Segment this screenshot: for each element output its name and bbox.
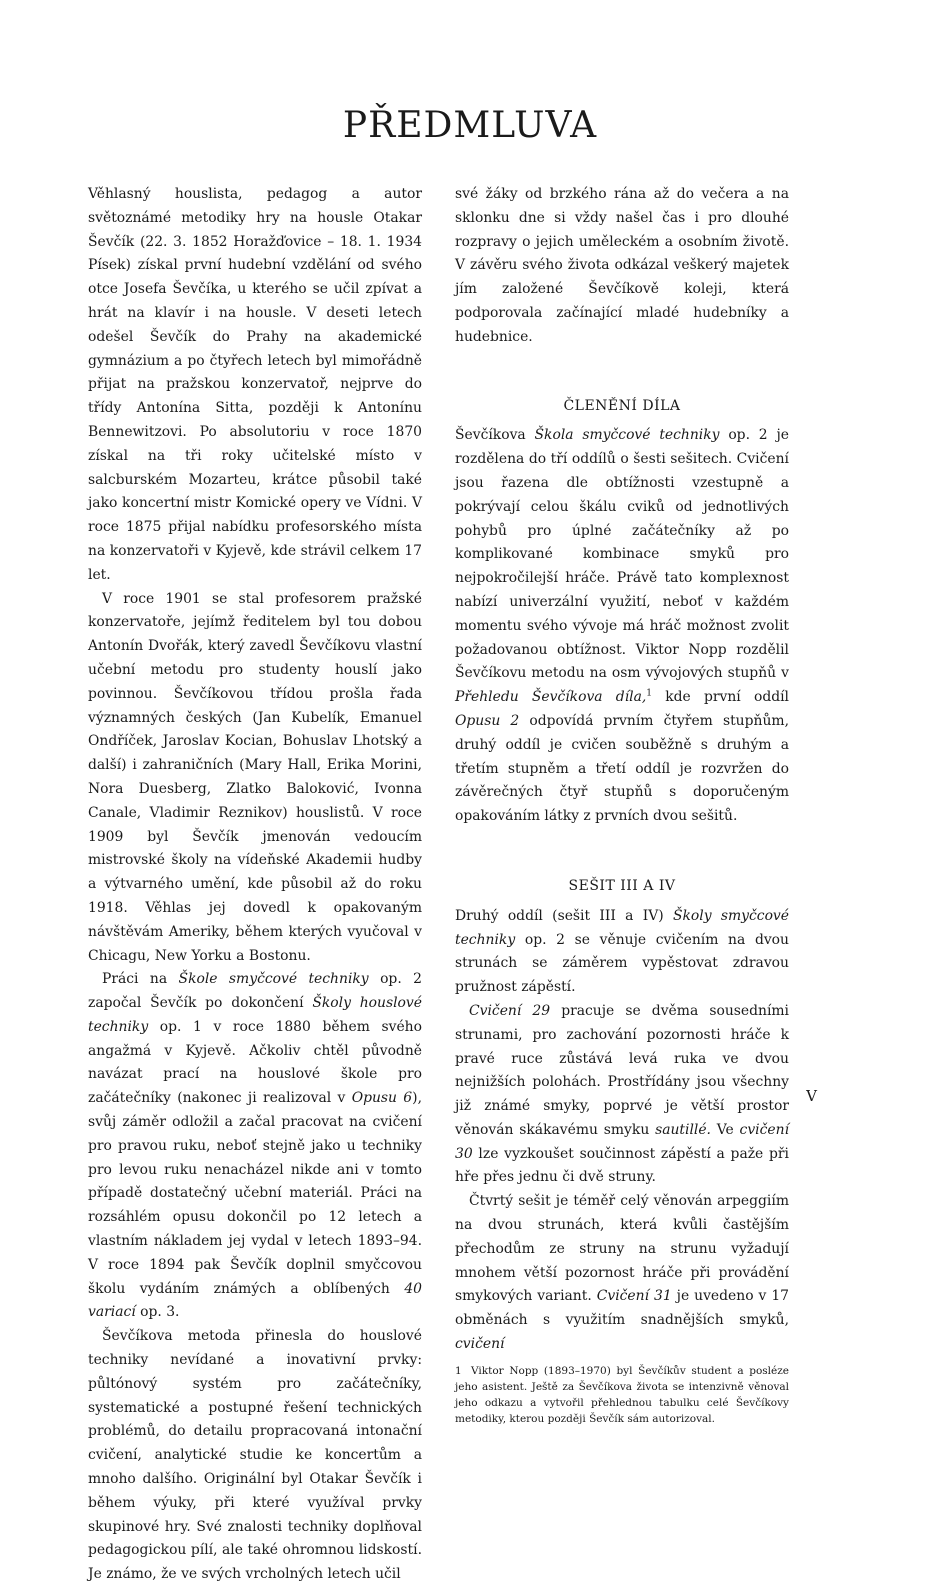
paragraph-legacy: své žáky od brzkého rána až do večera a na sklonku dne si vždy našel čas i pro dlouhé rozpravy o jejich uměleckém a osobním životě. V závěru svého života odkázal veškerý majetek jím založené Ševčíkově koleji, která podporovala začínající mladé hudebníky a hudebnice. (455, 186, 789, 345)
footnote-number: 1 (455, 1364, 462, 1377)
paragraph-fourth-volume: Čtvrtý sešit je téměř celý věnován arpeggiím na dvou strunách, která kvůli častějším přechodům ze struny na strunu vyžadují mnohem větší pozornost hráče při provádění smykových variant. Cvičení 31 je uvedeno v 17 obměnách s využitím snadnějších smyků, cvičení (455, 1193, 789, 1353)
section-heading-structure: ČLENĚNÍ DÍLA (563, 397, 681, 414)
footnote (455, 1363, 789, 1427)
right-column (455, 183, 789, 1427)
page-number: V (806, 1087, 817, 1105)
paragraph-exercise-29: Cvičení 29 pracuje se dvěma sousedními strunami, pro zachování pozornosti hráče k pravé ruce zůstává levá ruka ve dvou nejnižších polohách. Prostřídány jsou všechny již známé smyky, poprvé je větší prostor věnován skákavému smyku sautillé. Ve cvičení 30 lze vyzkoušet součinnost zápěstí a paže při hře přes jednu či dvě struny. (455, 1002, 790, 1186)
paragraph-method: Ševčíkova metoda přinesla do houslové techniky nevídané a inovativní prvky: půltónový systém pro začátečníky, systematické a postupné řešení technických problémů, do detailu propracovaná intonační cvičení, analytické studie ke koncertům a mnoho dalšího. Originální byl Otakar Ševčík i během výuky, při které využíval prvky skupinové hry. Své znalosti techniky doplňoval pedagogickou pílí, ale také ohromnou lidskostí. Je známo, že ve svých vrcholných letech učil (88, 1328, 422, 1583)
paragraph-opus-history: Práci na Škole smyčcové techniky op. 2 započal Ševčík po dokončení Školy houslové techniky op. 1 v roce 1880 během svého angažmá v Kyjevě. Ačkoliv chtěl původně navázat prací na houslové škole pro začátečníky (nakonec ji realizoval v Opusu 6), svůj záměr odložil a začal pracovat na cvičení pro pravou ruku, neboť stejně jako u techniky pro levou ruku nenacházel nikde ani v tomto případě dostatečný učební materiál. Práci na rozsáhlém opusu dokončil po 12 letech a vlastním nákladem jej vydal v letech 1893–94. V roce 1894 pak Ševčík doplnil smyčcovou školu vydáním známých a oblíbených 40 variací op. 3. (88, 971, 422, 1321)
page-title: PŘEDMLUVA (342, 105, 598, 146)
paragraph-prague-career: V roce 1901 se stal profesorem pražské konzervatoře, jejímž ředitelem byl tou dobou Antonín Dvořák, který zavedl Ševčíkovu vlastní učební metodu pro studenty houslí jako povinnou. Ševčíkovou třídou prošla řada významných českých (Jan Kubelík, Emanuel Ondříček, Jaroslav Kocian, Bohuslav Lhotský a další) i zahraničních (Mary Hall, Erika Morini, Nora Duesberg, Zlatko Baloković, Ivonna Canale, Vladimir Reznikov) houslistů. V roce 1909 byl Ševčík jmenován vedoucím mistrovské školy na vídeňské Akademii hudby a výtvarného umění, kde působil až do roku 1918. Věhlas jej dovedl k opakovaným návštěvám Ameriky, během kterých vyučoval v Chicagu, New Yorku a Bostonu. (88, 590, 422, 964)
paragraph-structure: Ševčíkova Škola smyčcové techniky op. 2 je rozdělena do tří oddílů o šesti sešitech. Cvičení jsou řazena dle obtížnosti vzestupně a pokrývají celou škálu cviků od jednotlivých pohybů pro úplné začátečníky až po komplikované kombinace smyků pro nejpokročilejší hráče. Právě tato komplexnost nabízí univerzální využití, neboť v každém momentu svého vývoje má hráč možnost zvolit požadovanou obtížnost. Viktor Nopp rozdělil Ševčíkovu metodu na osm vývojových stupňů v Přehledu Ševčíkova díla,$^1$ kde první oddíl Opusu 2 odpovídá prvním čtyřem stupňům, druhý oddíl je cvičen souběžně s druhým a třetím stupněm a třetí oddíl je rozvržen do závěrečných čtyř stupňů s doporučeným opakováním látky z prvních dvou sešitů. (455, 427, 789, 825)
paragraph-second-section: Druhý oddíl (sešit III a IV) Školy smyčcové techniky op. 2 se věnuje cvičením na dvou strunách se záměrem vypěstovat zdravou pružnost zápěstí. (455, 907, 789, 996)
section-heading-volumes: SEŠIT III A IV (568, 877, 676, 894)
paragraph-biography: Věhlasný houslista, pedagog a autor světoznámé metodiky hry na housle Otakar Ševčík (22. 3. 1852 Horažďovice – 18. 1. 1934 Písek) získal první hudební vzdělání od svého otce Josefa Ševčíka, u kterého se učil zpívat a hrát na klavír i na housle. V deseti letech odešel Ševčík do Prahy na akademické gymnázium a po čtyřech letech byl mimořádně přijat na pražskou konzervatoř, nejprve do třídy Antonína Sitta, později k Antonínu Bennewitzovi. Po absolutoriu v roce 1870 získal na tři roky učitelské místo v salcburském Mozarteu, krátce působil také jako koncertní mistr Komické opery ve Vídni. V roce 1875 přijal nabídku profesorského místa na konzervatoři v Kyjevě, kde strávil celkem 17 let. (88, 186, 422, 583)
footnote-ref: 1 (646, 688, 653, 699)
left-column (88, 183, 422, 1587)
footnote-text: Viktor Nopp (1893–1970) byl Ševčíkův student a posléze jeho asistent. Ještě za Ševčíkova života se intenzivně věnoval jeho odkazu a vytvořil přehlednou tabulku celé Ševčíkovy metodiky, kterou později Ševčík sám autorizoval. (455, 1364, 789, 1425)
